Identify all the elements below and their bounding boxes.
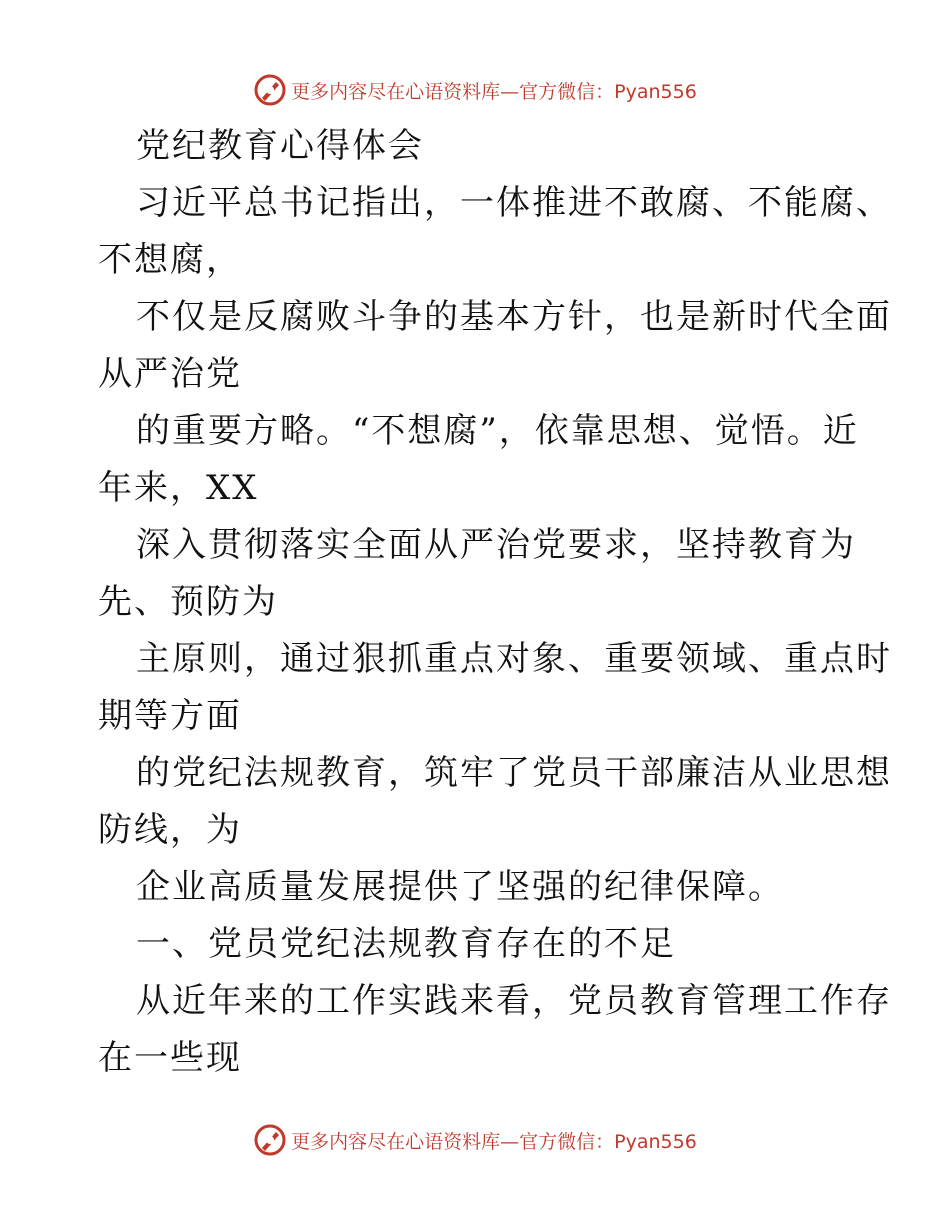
text-line: 年来，XX (98, 468, 259, 508)
text-line: 企业高质量发展提供了坚强的纪律保障。 (136, 867, 784, 907)
text-line: 从严治党 (98, 354, 242, 394)
text-line: 习近平总书记指出，一体推进不敢腐、不能腐、 (136, 183, 892, 223)
text-line: 先、预防为 (98, 582, 278, 622)
text-line: 不想腐， (98, 240, 242, 280)
text-line: 深入贯彻落实全面从严治党要求，坚持教育为 (136, 525, 856, 565)
document-title: 党纪教育心得体会 (136, 126, 424, 166)
pen-logo-icon (253, 73, 287, 107)
banner-text: 更多内容尽在心语资料库— (291, 1130, 520, 1153)
text-line: 主原则，通过狠抓重点对象、重要领域、重点时 (136, 639, 892, 679)
text-line: 从近年来的工作实践来看，党员教育管理工作存 (136, 981, 892, 1021)
pen-logo-icon (253, 1123, 287, 1157)
text-line: 的党纪法规教育，筑牢了党员干部廉洁从业思想 (136, 753, 892, 793)
text-line: 期等方面 (98, 696, 242, 736)
text-line: 一、党员党纪法规教育存在的不足 (136, 924, 676, 964)
text-line: 在一些现 (98, 1038, 242, 1078)
text-line: 的重要方略。“不想腐”，依靠思想、觉悟。近 (136, 411, 859, 451)
text-line: 防线，为 (98, 810, 242, 850)
text-line: 不仅是反腐败斗争的基本方针，也是新时代全面 (136, 297, 892, 337)
footer-banner (0, 1120, 950, 1160)
banner-text: 更多内容尽在心语资料库— (291, 80, 520, 103)
header-banner (0, 70, 950, 110)
banner-wechat: 官方微信：Pyan556 (519, 1130, 697, 1153)
banner-wechat: 官方微信：Pyan556 (519, 80, 697, 103)
document-body (98, 118, 892, 1087)
